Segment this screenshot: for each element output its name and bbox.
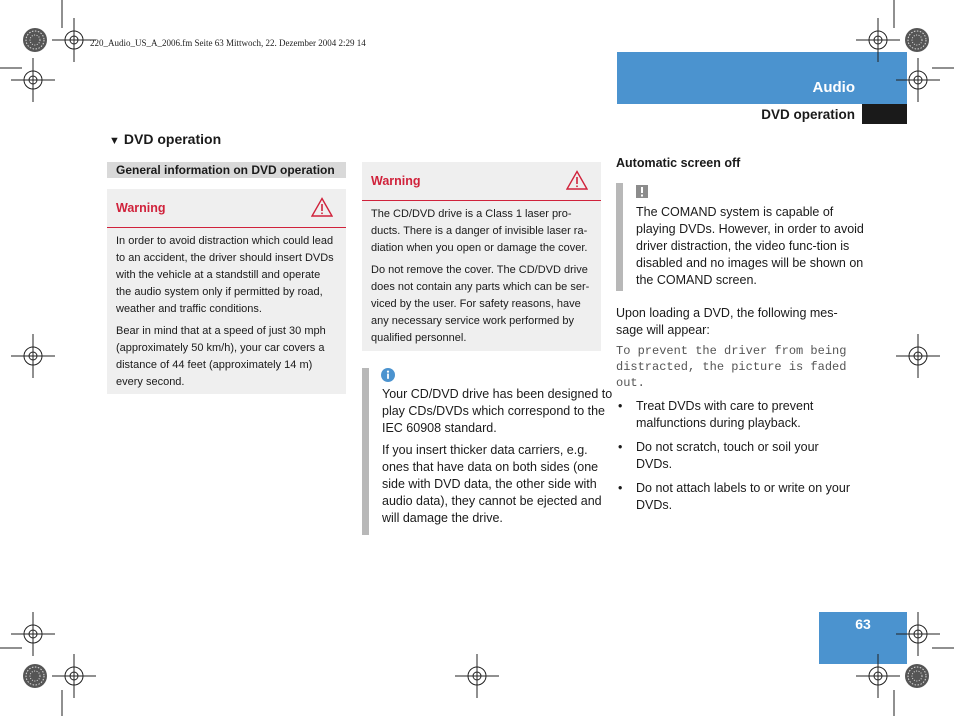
crosshair-mark-icon: [856, 18, 900, 62]
page-number: 63: [855, 616, 871, 632]
subsection-title: DVD operation: [761, 107, 855, 122]
auto-screen-off-heading: Automatic screen off: [616, 156, 741, 170]
crosshair-mark-icon: [11, 58, 55, 102]
warning-paragraph: In order to avoid distraction which could lead to an accident, the driver should insert DVDs with the vehicle at a standstill and operate the audio system only if permitted by road, weather and traffic conditions.: [116, 235, 334, 315]
crosshair-mark-icon: [896, 612, 940, 656]
crosshair-mark-icon: [896, 58, 940, 102]
list-item: • Do not scratch, touch or soil your DVDs.: [616, 439, 856, 473]
crosshair-mark-icon: [896, 334, 940, 378]
page-heading: ▼ DVD operation: [109, 131, 222, 147]
info-paragraph: If you insert thicker data carriers, e.g. ones that have data on both sides (one side with DVD data, the other side with audio data), they cannot be ejected and will damage the drive.: [382, 443, 602, 525]
crosshair-mark-icon: [52, 18, 96, 62]
star-target-icon: [23, 664, 47, 688]
print-header: 220_Audio_US_A_2006.fm Seite 63 Mittwoch, 22. Dezember 2004 2:29 14: [90, 38, 366, 48]
star-target-icon: [23, 28, 47, 52]
crosshair-mark-icon: [11, 334, 55, 378]
screen-message: To prevent the driver from being distracted, the picture is faded out.: [616, 344, 847, 390]
list-item: • Do not attach labels to or write on your DVDs.: [616, 480, 856, 514]
warning-label: Warning: [371, 174, 421, 188]
warning-paragraph: Bear in mind that at a speed of just 30 mph (approximately 50 km/h), your car covers a distance of 44 feet (approximately 14 m) every second.: [116, 325, 326, 388]
info-paragraph: Your CD/DVD drive has been designed to play CDs/DVDs which correspond to the IEC 60908 standard.: [382, 387, 613, 435]
crosshair-mark-icon: [856, 654, 900, 698]
star-target-icon: [905, 28, 929, 52]
star-target-icon: [905, 664, 929, 688]
loading-text: Upon loading a DVD, the following mes-sage will appear:: [616, 306, 838, 337]
general-info-title: General information on DVD operation: [107, 162, 346, 178]
crosshair-mark-icon: [52, 654, 96, 698]
caution-text: The COMAND system is capable of playing DVDs. However, in order to avoid driver distraction, the video func-tion is disabled and no images will be shown on the COMAND screen.: [636, 205, 864, 287]
warning-label: Warning: [116, 201, 166, 215]
warning-paragraph: Do not remove the cover. The CD/DVD drive does not contain any parts which can be ser-viced by the user. For safety reasons, have any necessary service work performed by qualified personnel.: [371, 264, 590, 344]
list-item: • Treat DVDs with care to prevent malfunctions during playback.: [616, 398, 856, 432]
triangle-down-icon: ▼: [109, 135, 120, 147]
crosshair-mark-icon: [455, 654, 499, 698]
section-title: Audio: [812, 79, 855, 96]
crosshair-mark-icon: [11, 612, 55, 656]
warning-paragraph: The CD/DVD drive is a Class 1 laser pro-ducts. There is a danger of invisible laser ra-diation when you open or damage the cover.: [371, 208, 588, 254]
